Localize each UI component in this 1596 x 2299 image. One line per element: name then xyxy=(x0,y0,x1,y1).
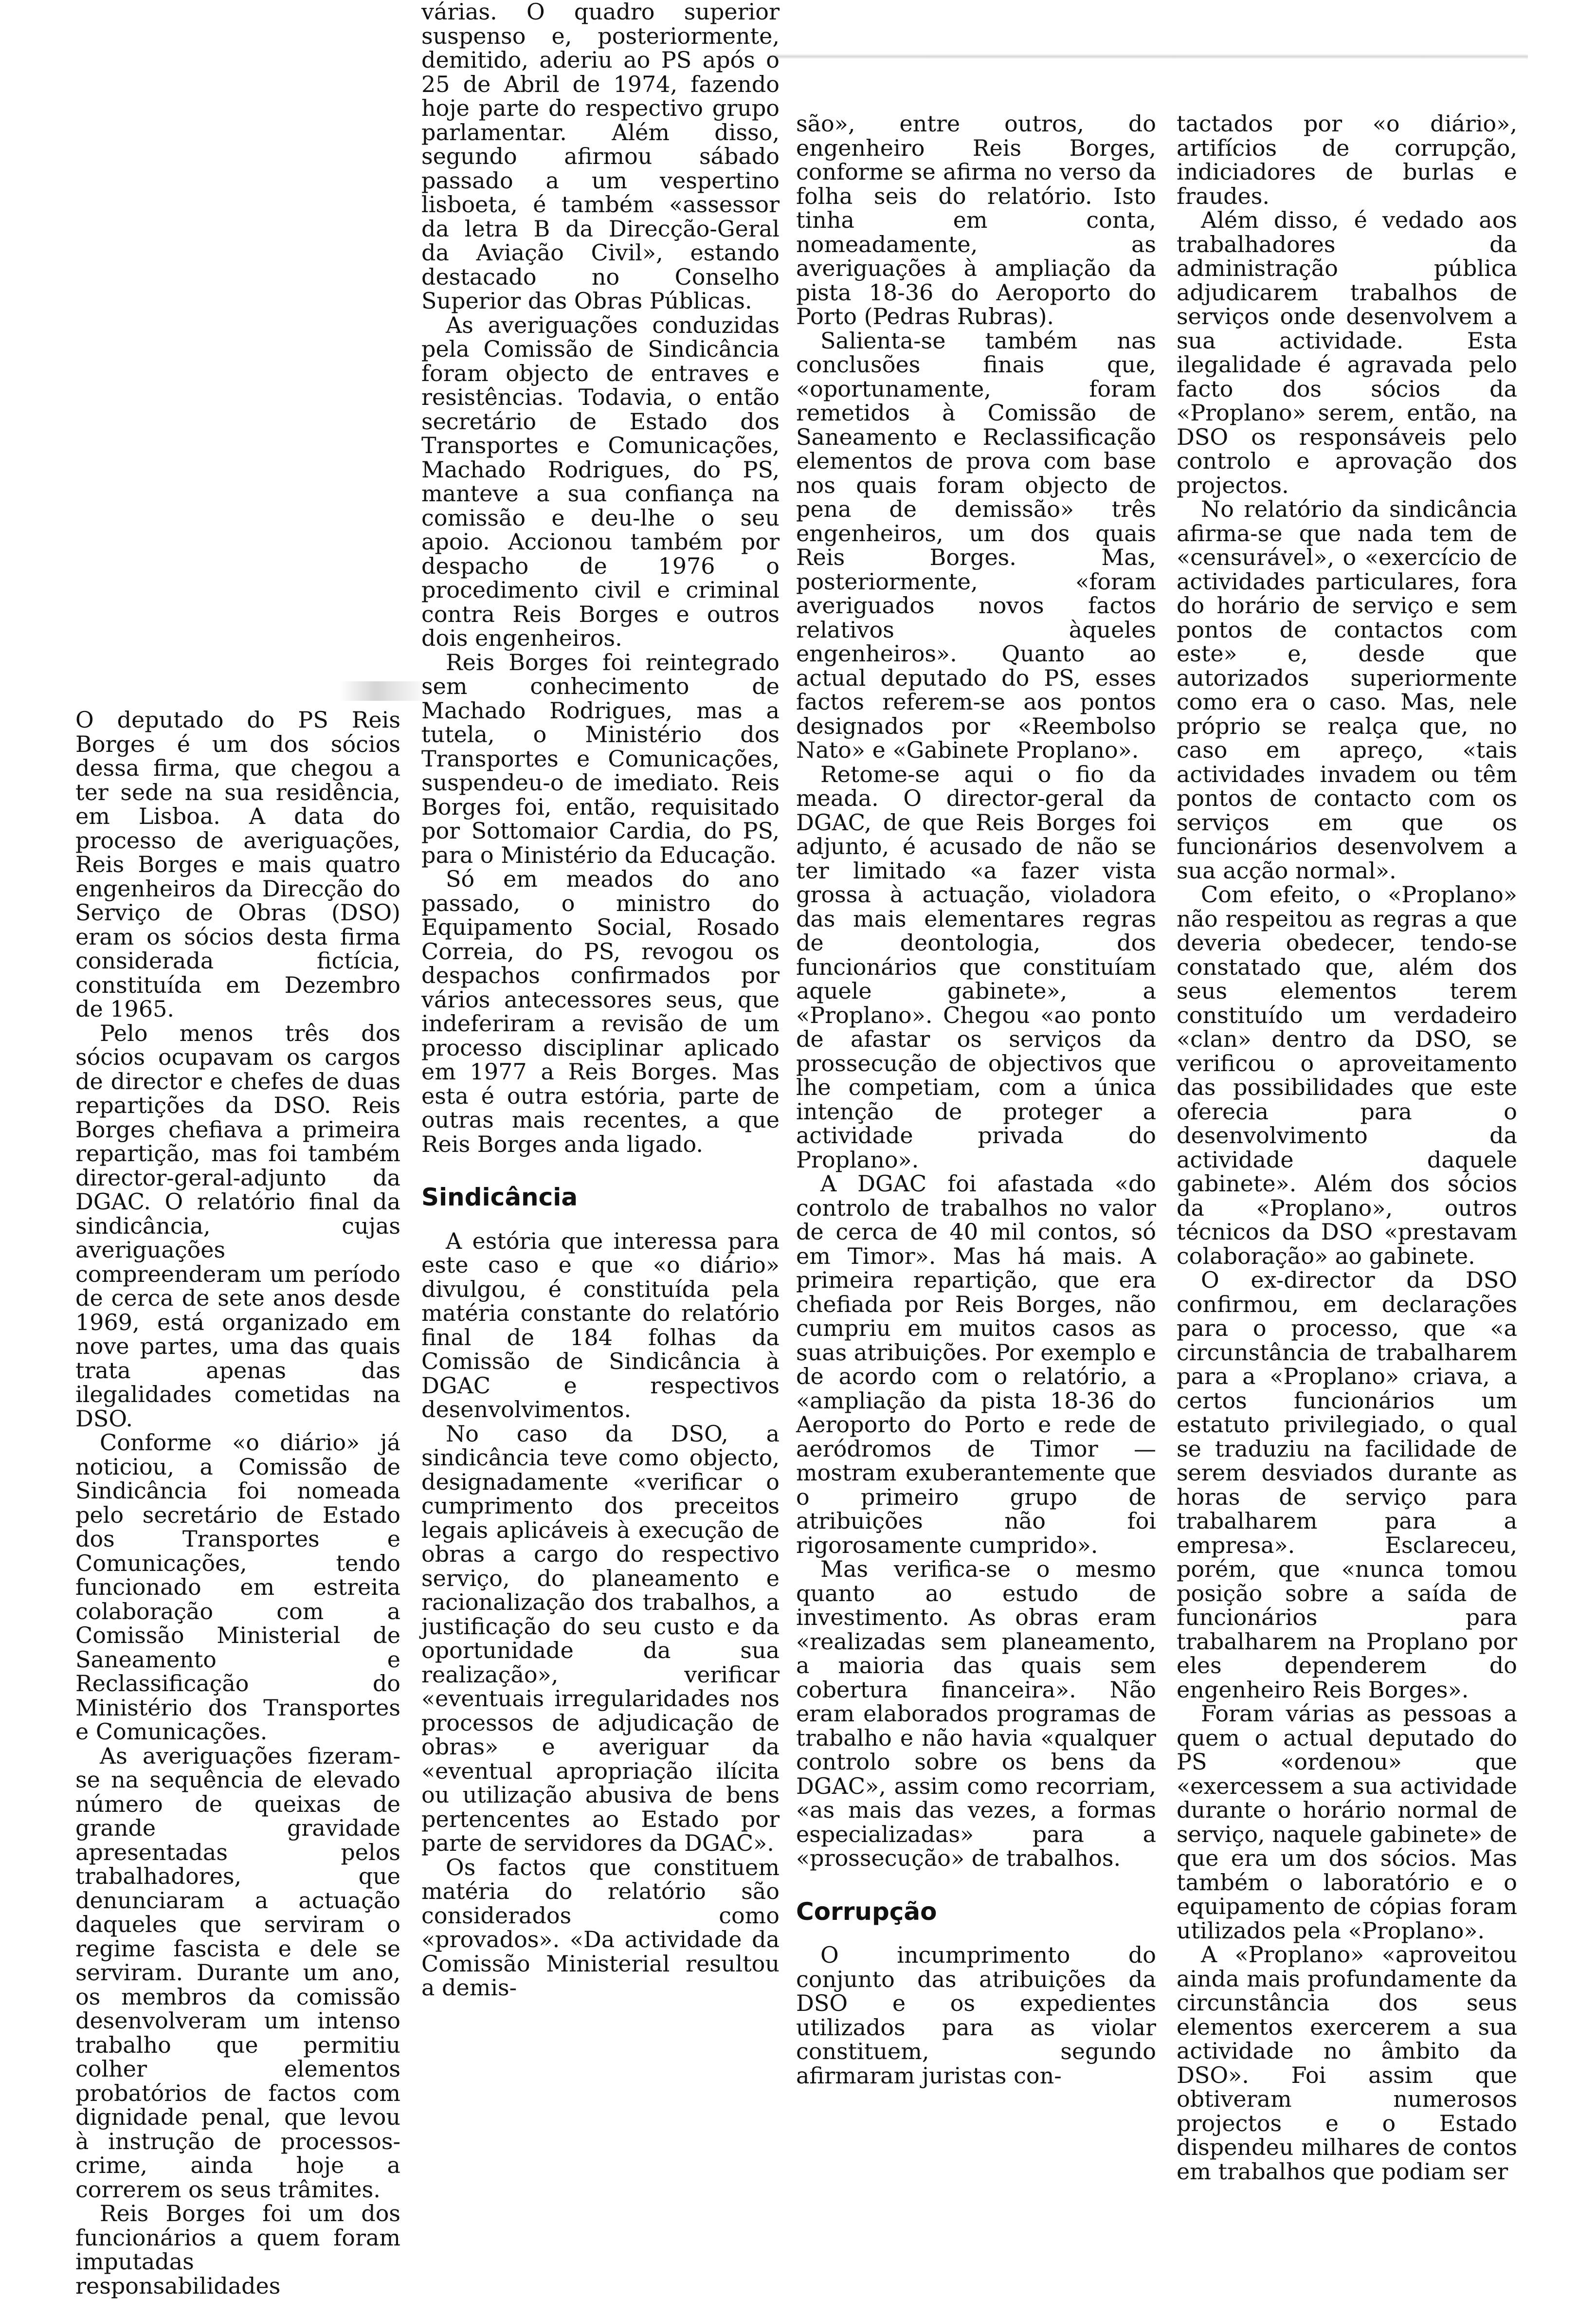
column-4 xyxy=(1177,112,1517,2184)
scan-artifact-top xyxy=(769,49,1528,66)
paragraph: várias. O quadro superior suspenso e, posteriormente, demitido, aderiu ao PS após o 25 de Abril de 1974, fazendo hoje parte do respectivo grupo parlamentar. Além disso, segundo afirmou sábado passado a um vespertino lisboeta, é também «assessor da letra B da Direcção-Geral da Aviação Civil», estando destacado no Conselho Superior das Obras Públicas. xyxy=(421,0,780,314)
paragraph: As averiguações fizeram-se na sequência de elevado número de queixas de grande gravidade apresentadas pelos trabalhadores, que denunciaram a actuação daqueles que serviram o regime fascista e dele se serviram. Durante um ano, os membros da comissão desenvolveram um intenso trabalho que permitiu colher elementos probatórios de factos com dignidade penal, que levou à instrução de processos-crime, ainda hoje a correrem os seus trâmites. xyxy=(75,1742,400,2203)
paragraph: A DGAC foi afastada «do controlo de trabalhos no valor de cerca de 40 mil contos, só em Timor». Mas há mais. A primeira repartição, que era chefiada por Reis Borges, não cumpriu em muitos casos as suas atribuições. Por exemplo e de acordo com o relatório, a «ampliação da pista 18-36 do Aeroporto do Porto e rede de aeródromos de Timor — mostram exuberantemente que o primeiro grupo de atribuições não foi rigorosamente cumprido». xyxy=(796,1170,1156,1558)
paragraph: Com efeito, o «Proplano» não respeitou as regras a que deveria obedecer, tendo-se constatado que, além dos seus elementos terem constituído um verdadeiro «clan» dentro da DSO, se verificou o aproveitamento das possibilidades que este oferecia para o desenvolvimento da actividade daquele gabinete». Além dos sócios da «Proplano», outros técnicos da DSO «prestavam colaboração» ao gabinete. xyxy=(1177,881,1517,1269)
paragraph: As averiguações conduzidas pela Comissão de Sindicância foram objecto de entraves e resistências. Todavia, o então secretário de Estado dos Transportes e Comunicações, Machado Rodrigues, do PS, manteve a sua confiança na comissão e deu-lhe o seu apoio. Accionou também por despacho de 1976 o procedimento civil e criminal contra Reis Borges e outros dois engenheiros. xyxy=(421,311,780,651)
paragraph: No caso da DSO, a sindicância teve como objecto, designadamente «verificar o cumprimento dos preceitos legais aplicáveis à execução de obras a cargo do respectivo serviço, do planeamento e racionalização dos trabalhos, a justificação do seu custo e da oportunidade da sua realização», verificar «eventuais irregularidades nos processos de adjudicação de obras» e averiguar da «eventual apropriação ilícita ou utilização abusiva de bens pertencentes ao Estado por parte de servidores da DGAC». xyxy=(421,1420,780,1856)
paragraph: Mas verifica-se o mesmo quanto ao estudo de investimento. As obras eram «realizadas sem planeamento, a maioria das quais sem cobertura financeira». Não eram elaborados programas de trabalho e não havia «qualquer controlo sobre os bens da DGAC», assim como recorriam, «as mais das vezes, a formas especializadas» para a «prossecução» de trabalhos. xyxy=(796,1556,1156,1871)
paragraph: Retome-se aqui o fio da meada. O director-geral da DGAC, de que Reis Borges foi adjunto, é acusado de não se ter limitado «a fazer vista grossa à actuação, violadora das mais elementares regras de deontologia, dos funcionários que constituíam aquele gabinete», a «Proplano». Chegou «ao ponto de afastar os serviços da prossecução de objectivos que lhe competiam, com a única intenção de proteger a actividade privada do Proplano». xyxy=(796,761,1156,1173)
paragraph: A «Proplano» «aproveitou ainda mais profundamente da circunstância dos seus elementos exercerem a sua actividade no âmbito da DSO». Foi assim que obtiveram numerosos projectos e o Estado dispendeu milhares de contos em trabalhos que podiam ser xyxy=(1177,1941,1517,2185)
paragraph: tactados por «o diário», artifícios de corrupção, indiciadores de burlas e fraudes. xyxy=(1177,110,1517,209)
paragraph: O ex-director da DSO confirmou, em declarações para o processo, que «a circunstância de trabalharem para a «Proplano» criava, a certos funcionários um estatuto privilegiado, o qual se traduziu na facilidade de serem desviados durante as horas de serviço para trabalharem para a empresa». Esclareceu, porém, que «nunca tomou posição sobre a saída de funcionários para trabalharem na Proplano por eles dependerem do engenheiro Reis Borges». xyxy=(1177,1267,1517,1703)
column-2 xyxy=(421,0,780,2000)
paragraph: O deputado do PS Reis Borges é um dos sócios dessa firma, que chegou a ter sede na sua residência, em Lisboa. A data do processo de averiguações, Reis Borges e mais quatro engenheiros da Direcção do Serviço de Obras (DSO) eram os sócios desta firma considerada fictícia, constituída em Dezembro de 1965. xyxy=(75,707,400,1022)
paragraph: Os factos que constituem matéria do relatório são considerados como «provados». «Da actividade da Comissão Ministerial resultou a demis- xyxy=(421,1854,780,2001)
scan-artifact-left xyxy=(341,681,428,701)
paragraph: Conforme «o diário» já noticiou, a Comissão de Sindicância foi nomeada pelo secretário de Estado dos Transportes e Comunicações, tendo funcionado em estreita colaboração com a Comissão Ministerial de Saneamento e Reclassificação do Ministério dos Transportes e Comunicações. xyxy=(75,1429,400,1745)
paragraph: No relatório da sindicância afirma-se que nada tem de «censurável», o «exercício de actividades particulares, fora do horário de serviço e sem pontos de contactos com este» e, desde que autorizados superiormente como era o caso. Mas, nele próprio se realça que, no caso em apreço, «tais actividades invadem ou têm pontos de contacto com os serviços em que os funcionários desenvolvem a sua acção normal». xyxy=(1177,496,1517,884)
section-heading-sindicancia: Sindicância xyxy=(421,1183,578,1211)
column-3 xyxy=(796,112,1156,2088)
paragraph: A estória que interessa para este caso e que «o diário» divulgou, é constituída pela matéria constante do relatório final de 184 folhas da Comissão de Sindicância à DGAC e respectivos desenvolvimentos. xyxy=(421,1227,780,1423)
paragraph: Foram várias as pessoas a quem o actual deputado do PS «ordenou» que «exercessem a sua actividade durante o horário normal de serviço, naquele gabinete» de que era um dos sócios. Mas também o laboratório e o equipamento de cópias foram utilizados pela «Proplano». xyxy=(1177,1700,1517,1944)
paragraph: são», entre outros, do engenheiro Reis Borges, conforme se afirma no verso da folha seis do relatório. Isto tinha em conta, nomeadamente, as averiguações à ampliação da pista 18-36 do Aeroporto do Porto (Pedras Rubras). xyxy=(796,110,1156,329)
paragraph: Salienta-se também nas conclusões finais que, «oportunamente, foram remetidos à Comissão de Saneamento e Reclassificação elementos de prova com base nos quais foram objecto de pena de demissão» três engenheiros, um dos quais Reis Borges. Mas, posteriormente, «foram averiguados novos factos relativos àqueles engenheiros». Quanto ao actual deputado do PS, esses factos referem-se aos pontos designados por «Reembolso Nato» e «Gabinete Proplano». xyxy=(796,327,1156,763)
paragraph: Além disso, é vedado aos trabalhadores da administração pública adjudicarem trabalhos de serviços onde desenvolvem a sua actividade. Esta ilegalidade é agravada pelo facto dos sócios da «Proplano» serem, então, na DSO os responsáveis pelo controlo e aprovação dos projectos. xyxy=(1177,207,1517,498)
section-heading-corrupcao: Corrupção xyxy=(796,1897,937,1926)
paragraph: O incumprimento do conjunto das atribuições da DSO e os expedientes utilizados para as violar constituem, segundo afirmaram juristas con- xyxy=(796,1942,1156,2089)
paragraph: Reis Borges foi um dos funcionários a quem foram imputadas responsabilidades xyxy=(75,2200,400,2299)
paragraph: Só em meados do ano passado, o ministro do Equipamento Social, Rosado Correia, do PS, revogou os despachos confirmados por vários antecessores seus, que indeferiram a revisão de um processo disciplinar aplicado em 1977 a Reis Borges. Mas esta é outra estória, parte de outras mais recentes, a que Reis Borges anda ligado. xyxy=(421,866,780,1157)
paragraph: Reis Borges foi reintegrado sem conhecimento de Machado Rodrigues, mas a tutela, o Ministério dos Transportes e Comunicações, suspendeu-o de imediato. Reis Borges foi, então, requisitado por Sottomaior Cardia, do PS, para o Ministério da Educação. xyxy=(421,649,780,868)
paragraph: Pelo menos três dos sócios ocupavam os cargos de director e chefes de duas repartições da DSO. Reis Borges chefiava a primeira repartição, mas foi também director-geral-adjunto da DGAC. O relatório final da sindicância, cujas averiguações compreenderam um período de cerca de sete anos desde 1969, está organizado em nove partes, uma das quais trata apenas das ilegalidades cometidas na DSO. xyxy=(75,1020,400,1432)
column-1 xyxy=(75,708,400,2298)
